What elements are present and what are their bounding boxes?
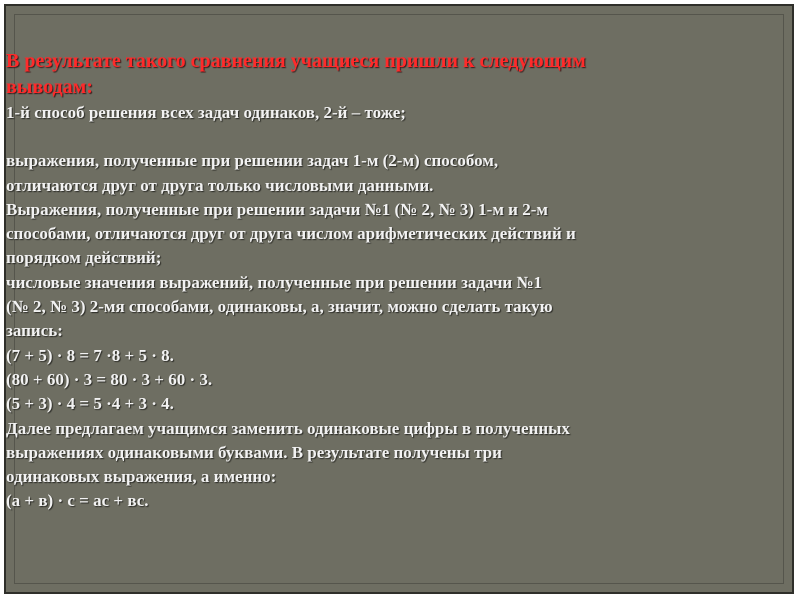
text-line-10: запись: (6, 321, 63, 341)
text-line-7: порядком действий; (6, 248, 162, 268)
text-line-5: Выражения, полученные при решении задачи №1 (№ 2, № 3) 1-м и 2-м (6, 199, 548, 219)
text-line-8: числовые значения выражений, полученные при решении задачи №1 (6, 272, 543, 292)
slide-content (6, 48, 786, 514)
text-line-1: 1-й способ решения всех задач одинаков, 2-й – тоже; (6, 103, 406, 122)
blank-line (6, 125, 786, 149)
text-line-3: выражения, полученные при решении задач 1-м (2-м) способом, (6, 151, 499, 171)
formula-line-3: (5 + 3) · 4 = 5 ·4 + 3 · 4. (6, 394, 174, 414)
text-line-14: Далее предлагаем учащимся заменить одинаковые цифры в полученных (6, 418, 570, 438)
heading-line-2: выводам: (6, 76, 93, 98)
text-line-16: одинаковых выражения, а именно: (6, 467, 277, 487)
formula-line-general: (а + в) · с = ас + вс. (6, 491, 149, 511)
text-line-15: выражениях одинаковыми буквами. В результате получены три (6, 442, 502, 462)
text-line-4: отличаются друг от друга только числовыми данными. (6, 175, 434, 195)
formula-line-1: (7 + 5) · 8 = 7 ·8 + 5 · 8. (6, 345, 174, 365)
text-line-9: (№ 2, № 3) 2-мя способами, одинаковы, а, значит, можно сделать такую (6, 297, 553, 317)
heading-line-1: В результате такого сравнения учащиеся пришли к следующим (6, 50, 586, 72)
slide-heading (6, 48, 786, 100)
formula-line-2: (80 + 60) · 3 = 80 · 3 + 60 · 3. (6, 369, 213, 389)
text-line-6: способами, отличаются друг от друга числом арифметических действий и (6, 224, 576, 244)
